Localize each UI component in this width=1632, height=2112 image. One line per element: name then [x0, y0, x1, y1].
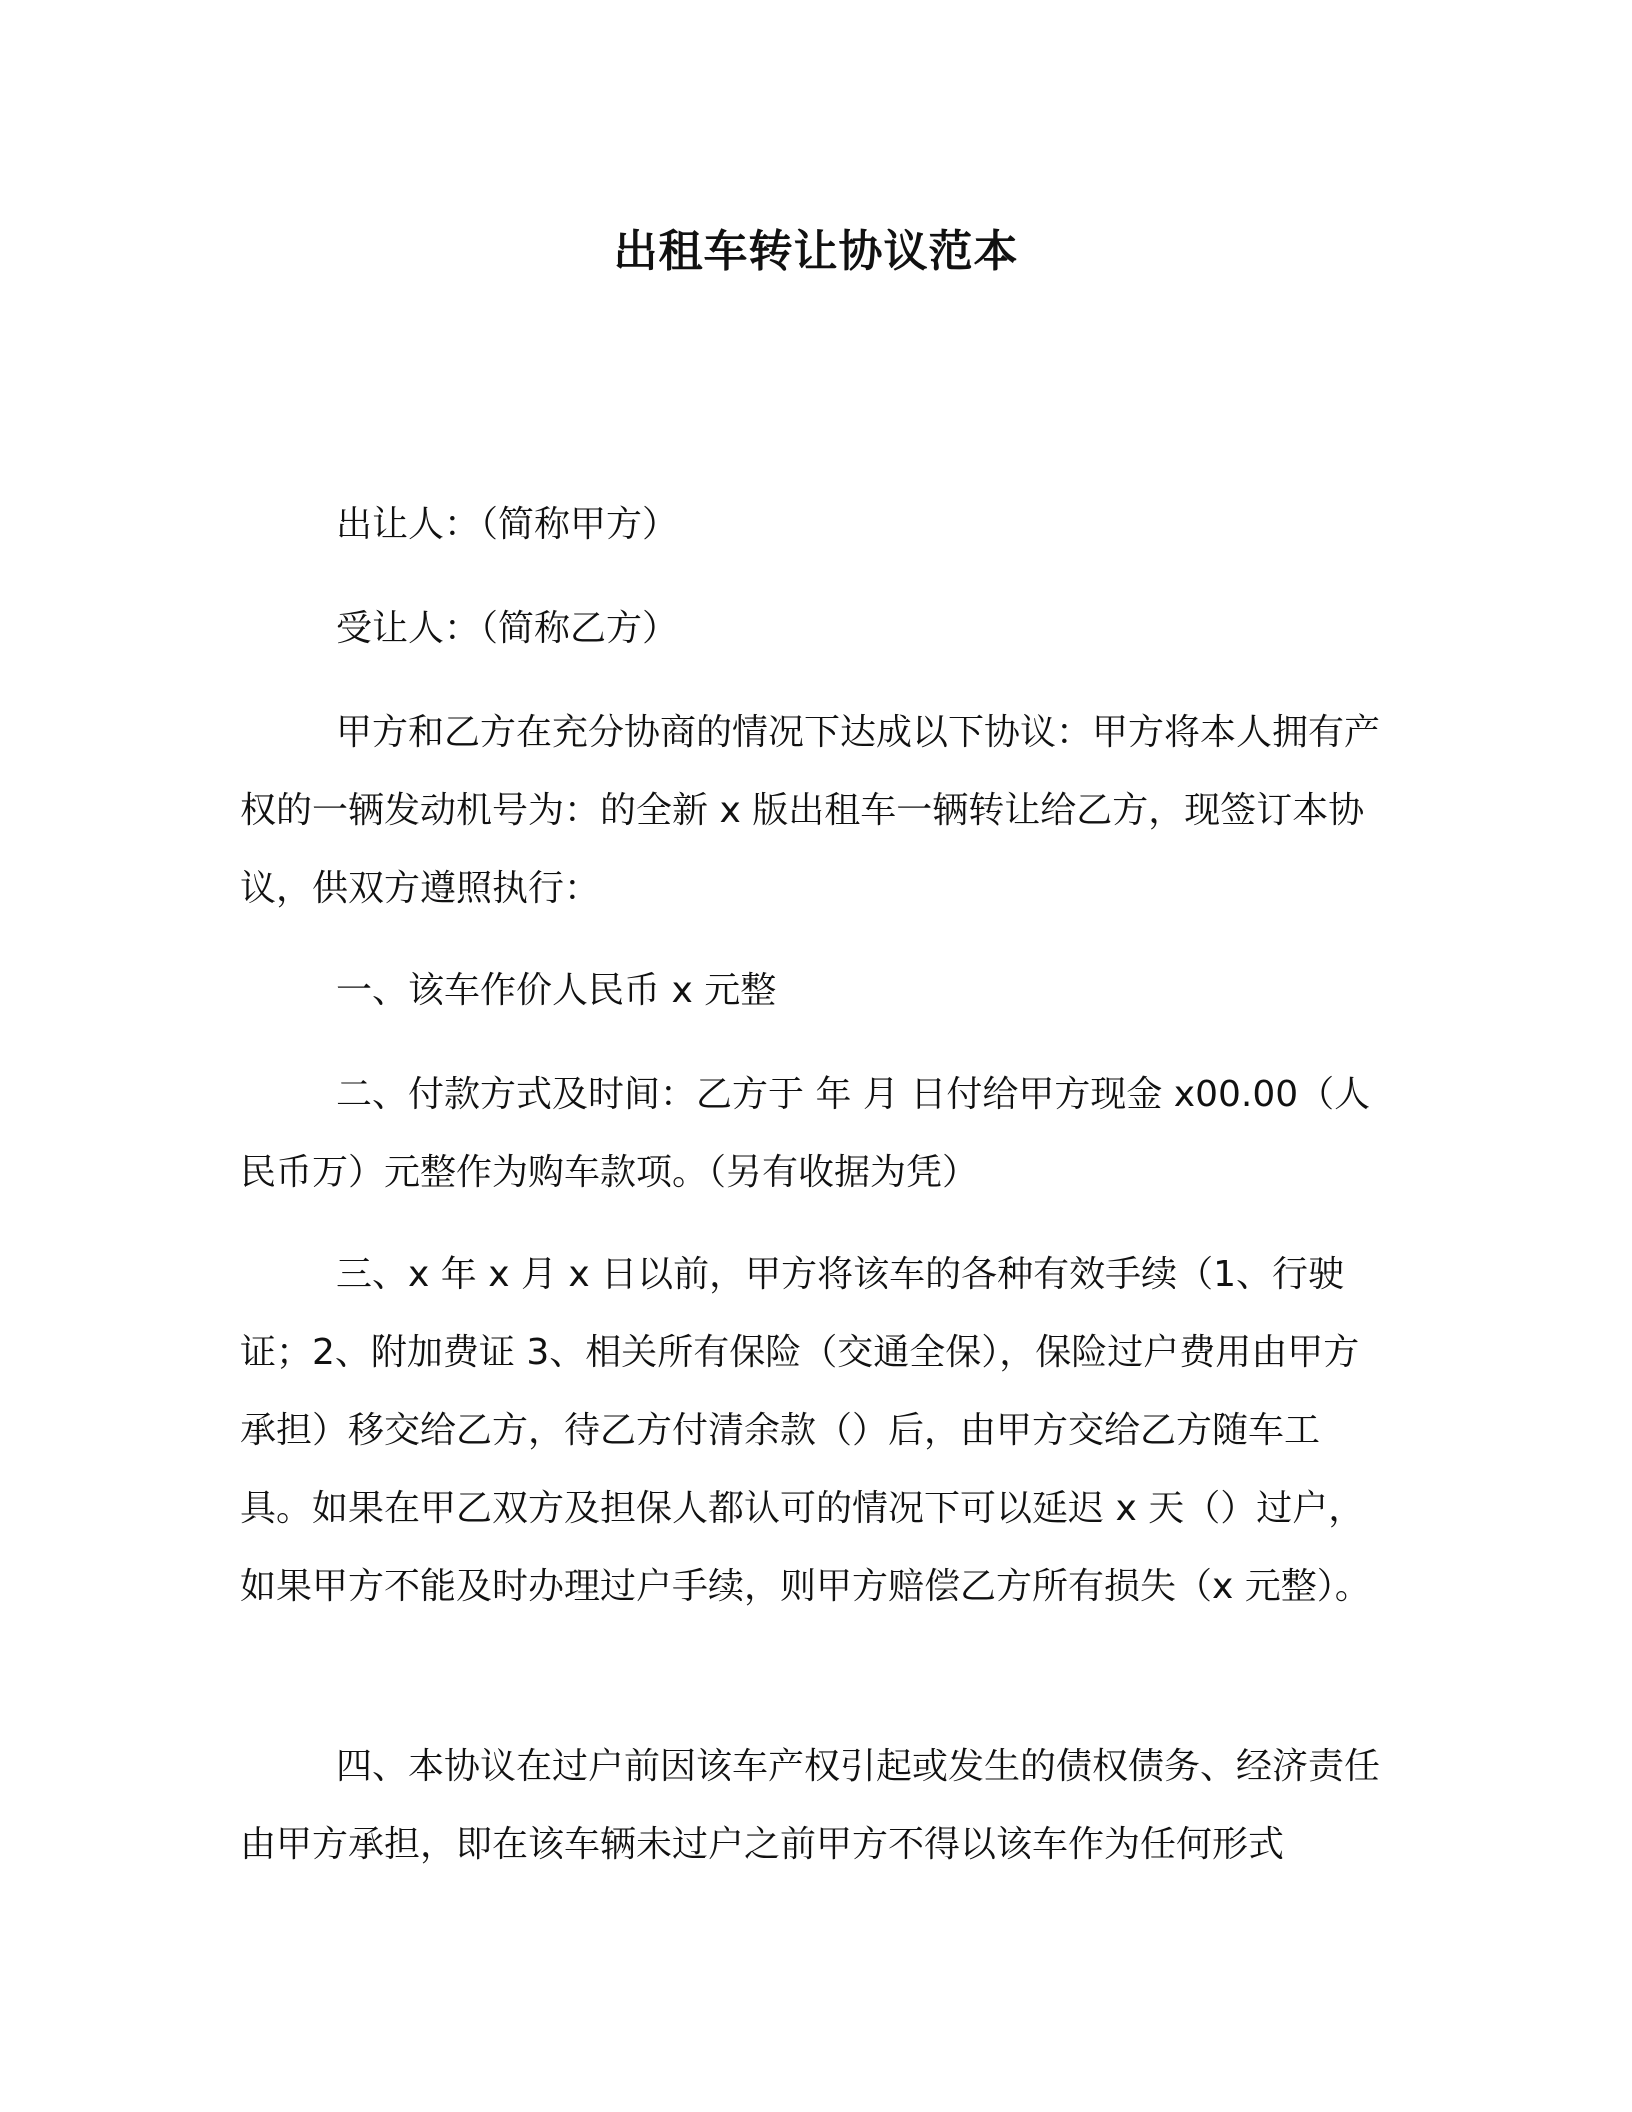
clause-2: 二、付款方式及时间：乙方于 年 月 日付给甲方现金 x00.00（人民币万）元整作为购车款项。（另有收据为凭）: [240, 1074, 1371, 1193]
paragraph-assignee: 受让人：（简称乙方）: [336, 608, 679, 649]
clause-1: 一、该车作价人民币 x 元整: [336, 970, 777, 1011]
clause-3: 三、x 年 x 月 x 日以前，甲方将该车的各种有效手续（1、行驶证；2、附加费证 3、相关所有保险（交通全保），保险过户费用由甲方承担）移交给乙方，待乙方付清余款（）后，由甲方交给乙方随车工具。如果在甲乙双方及担保人都认可的情况下可以延迟 x 天（）过户，如果甲方不能及时办理过户手续，则甲方赔偿乙方所有损失（x 元整）。: [240, 1254, 1371, 1607]
paragraph-intro: 甲方和乙方在充分协商的情况下达成以下协议：甲方将本人拥有产权的一辆发动机号为：的全新 x 版出租车一辆转让给乙方，现签订本协议，供双方遵照执行：: [240, 712, 1381, 909]
document-title: 出租车转让协议范本: [613, 226, 1019, 277]
paragraph-assignor: 出让人：（简称甲方）: [336, 504, 679, 545]
clause-4: 四、本协议在过户前因该车产权引起或发生的债权债务、经济责任由甲方承担，即在该车辆未过户之前甲方不得以该车作为任何形式: [240, 1746, 1381, 1865]
